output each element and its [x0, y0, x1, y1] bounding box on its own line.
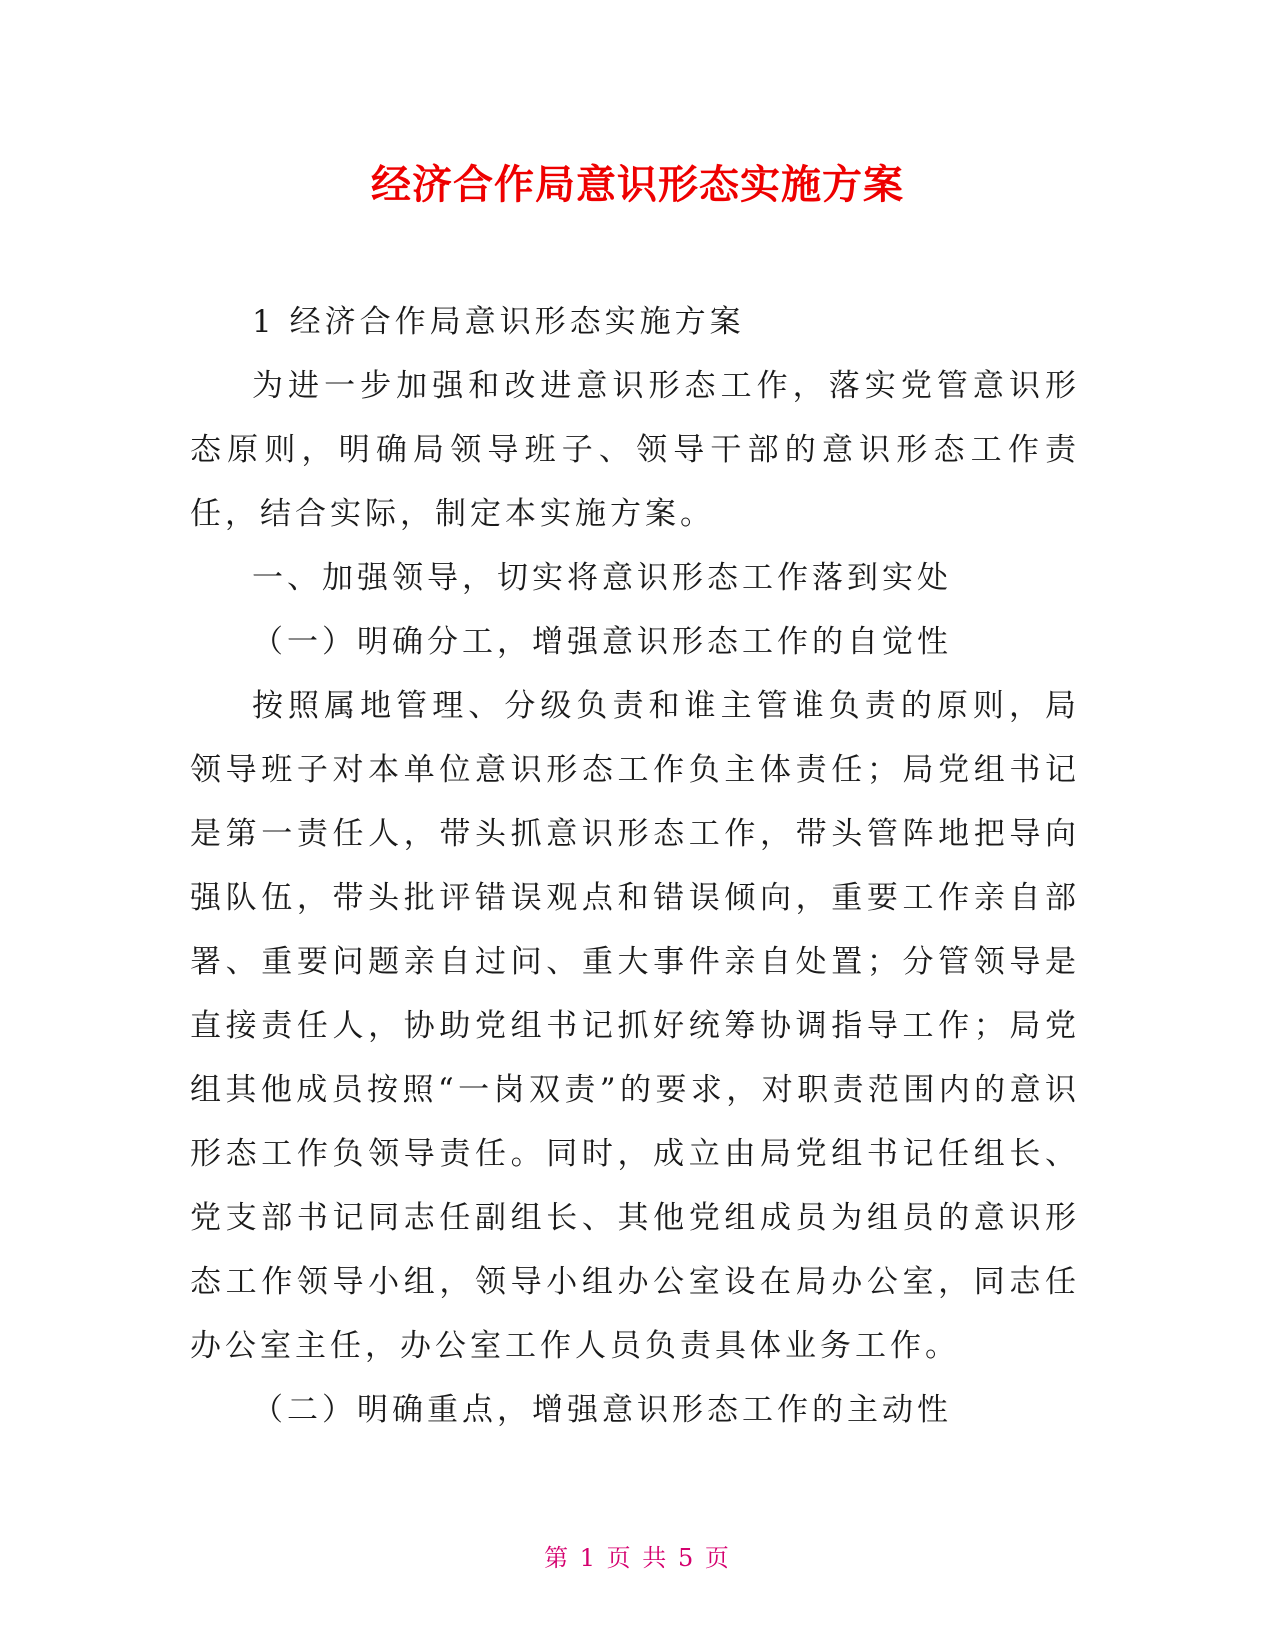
document-title: 经济合作局意识形态实施方案 — [371, 162, 904, 208]
section-heading-1: 一、加强领导，切实将意识形态工作落到实处 — [252, 560, 952, 596]
subsection-heading-2: （二）明确重点，增强意识形态工作的主动性 — [252, 1392, 952, 1428]
paragraph-intro: 为进一步加强和改进意识形态工作，落实党管意识形态原则，明确局领导班子、领导干部的意识形态工作责任，结合实际，制定本实施方案。 — [190, 368, 1080, 532]
paragraph-responsibility: 按照属地管理、分级负责和谁主管谁负责的原则，局领导班子对本单位意识形态工作负主体责任；局党组书记是第一责任人，带头抓意识形态工作，带头管阵地把导向强队伍，带头批评错误观点和错误倾向，重要工作亲自部署、重要问题亲自过问、重大事件亲自处置；分管领导是直接责任人，协助党组书记抓好统筹协调指导工作；局党组其他成员按照“一岗双责”的要求，对职责范围内的意识形态工作负领导责任。同时，成立由局党组书记任组长、党支部书记同志任副组长、其他党组成员为组员的意识形态工作领导小组，领导小组办公室设在局办公室，同志任办公室主任，办公室工作人员负责具体业务工作。 — [190, 688, 1080, 1364]
subsection-heading-1: （一）明确分工，增强意识形态工作的自觉性 — [252, 624, 952, 660]
paragraph-heading-1: 1 经济合作局意识形态实施方案 — [252, 304, 745, 340]
page-number-footer: 第 1 页 共 5 页 — [544, 1544, 731, 1572]
document-body — [190, 290, 1080, 1442]
